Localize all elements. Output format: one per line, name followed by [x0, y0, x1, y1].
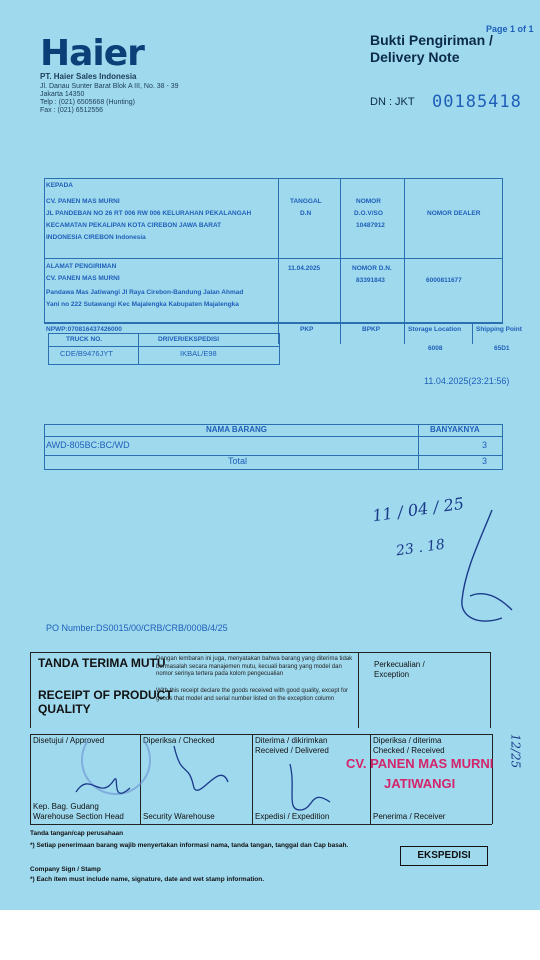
item-qty: 3 — [482, 440, 488, 450]
nomor-dn-label: NOMOR D.N. — [352, 265, 392, 272]
footer-line-3-text: Company Sign / Stamp — [30, 866, 101, 873]
page-indicator: Page 1 of 1 — [486, 24, 534, 34]
footer-line-1-text: Tanda tangan/cap perusahaan — [30, 830, 124, 837]
truck-value: CDE/B9476JYT — [60, 349, 113, 358]
received-delivered-2: Received / Delivered — [255, 746, 329, 755]
dealer-value: 6000811677 — [426, 277, 462, 284]
approved-role-2: Warehouse Section Head — [33, 812, 124, 821]
npwp: NPWP:070816437426000 — [46, 326, 122, 333]
shipping-value: 65D1 — [494, 345, 510, 352]
checked-label: Diperiksa / Checked — [143, 736, 215, 745]
ship-address-2: Yani no 222 Sutawangi Kec Majalengka Kabupaten Majalengka — [46, 301, 239, 308]
truck-label: TRUCK NO. — [66, 336, 103, 343]
document-title — [370, 32, 493, 66]
sig-rule — [370, 734, 371, 824]
receipt-rule — [30, 652, 31, 728]
recipient-address-1: JL PANDEBAN NO 26 RT 006 RW 006 KELURAHAN PEKALANGAH — [46, 210, 252, 217]
dn-number: 00185418 — [432, 92, 522, 112]
ekspedisi-box: EKSPEDISI — [400, 846, 488, 866]
dealer-label: NOMOR DEALER — [427, 210, 481, 217]
grid-divider — [138, 333, 139, 364]
sig-rule — [30, 824, 492, 825]
nomor-value-2: 10487912 — [356, 222, 385, 229]
items-divider — [418, 424, 419, 469]
checked-received-1: Diperiksa / diterima — [373, 736, 442, 745]
total-label: Total — [228, 456, 248, 466]
driver-label: DRIVER/EKSPEDISI — [158, 336, 220, 343]
shipping-label: Shipping Point — [476, 326, 522, 333]
expedition-role: Expedisi / Expedition — [255, 812, 330, 821]
address-line: Jl. Danau Sunter Barat Blok A III, No. 38 - 39 — [40, 83, 179, 90]
dn-label: DN : JKT — [370, 96, 415, 108]
bpkp-label: BPKP — [362, 326, 381, 333]
approved-label: Disetujui / Approved — [33, 736, 105, 745]
large-signature — [440, 500, 520, 640]
company-name: PT. Haier Sales Indonesia — [40, 72, 137, 81]
receipt-title-id: TANDA TERIMA MUTU — [38, 656, 166, 670]
receipt-rule — [490, 652, 491, 728]
receipt-text-id: Dengan lembaran ini juga, menyatakan bahwa barang yang diterima tidak bermasalah secara manajemen mutu, kecuali barang yang model dan nomor serinya tertera pada kolom pengecualian — [156, 656, 353, 677]
phone-line: Telp : (021) 6505668 (Hunting) — [40, 99, 135, 106]
grid-divider — [340, 178, 341, 344]
nomor-label: NOMOR — [356, 198, 381, 205]
footer-line-4-text: *) Each item must include name, signature, date and wet stamp information. — [30, 876, 265, 883]
item-name: AWD-805BC:BC/WD — [46, 440, 130, 450]
tanggal-value: D.N — [300, 210, 312, 217]
pkp-label: PKP — [300, 326, 314, 333]
receipt-title-en-1: RECEIPT OF PRODUCT — [38, 688, 173, 702]
ship-name: CV. PANEN MAS MURNI — [46, 275, 120, 282]
grid-divider — [278, 178, 279, 344]
driver-value: IKBAL/E98 — [180, 349, 217, 358]
handwritten-date: 11 / 04 / 25 — [371, 493, 466, 526]
nomor-value-1: D.O.V/SO — [354, 210, 383, 217]
sig-rule — [30, 734, 31, 824]
checked-role: Security Warehouse — [143, 812, 215, 821]
handwritten-time: 23 . 18 — [395, 536, 446, 560]
signatures-scribbles — [70, 740, 240, 820]
receiver-role: Penerima / Receiver — [373, 812, 446, 821]
header-banyaknya: BANYAKNYA — [430, 425, 480, 434]
grid-divider — [48, 346, 279, 347]
stamp-line-1: CV. PANEN MAS MURNI — [346, 756, 494, 771]
grid-divider — [404, 178, 405, 344]
sig-rule — [252, 734, 253, 824]
receipt-rule — [30, 652, 490, 653]
nomor-dn-value: 83391843 — [356, 277, 385, 284]
approved-role-1: Kep. Bag. Gudang — [33, 802, 99, 811]
title-line-1: Bukti Pengiriman / — [370, 32, 493, 48]
footer-line-1 — [30, 830, 123, 838]
recipient-name: CV. PANEN MAS MURNI — [46, 198, 120, 205]
side-handwritten-note: 12/25 — [508, 733, 523, 769]
fax-line: Fax : (021) 6512556 — [40, 107, 104, 114]
date-value: 11.04.2025 — [288, 265, 321, 272]
recipient-address-3: INDONESIA CIREBON Indonesia — [46, 234, 146, 241]
footer-line-2-text: *) Setiap penerimaan barang wajib menyertakan informasi nama, tanda tangan, tanggal dan Cap basah. — [30, 842, 349, 849]
footer-line-3 — [30, 866, 101, 874]
address-line: Jakarta 14350 — [40, 91, 85, 98]
print-timestamp: 11.04.2025(23:21:56) — [424, 376, 510, 386]
sig-rule — [30, 734, 492, 735]
items-divider — [44, 455, 502, 456]
title-line-2: Delivery Note — [370, 49, 460, 65]
exception-label: Perkecualian / Exception — [374, 660, 425, 679]
po-number: PO Number:DS0015/00/CRB/CRB/000B/4/25 — [46, 623, 228, 633]
storage-label: Storage Location — [408, 326, 462, 333]
receipt-title-en-2: QUALITY — [38, 702, 91, 716]
items-divider — [44, 436, 502, 437]
company-address — [40, 83, 179, 115]
haier-logo: Haier — [40, 33, 144, 74]
receipt-rule — [358, 652, 359, 728]
header-nama-barang: NAMA BARANG — [206, 425, 268, 434]
ship-address-1: Pandawa Mas Jatiwangi Jl Raya Cirebon-Bandung Jalan Ahmad — [46, 289, 244, 296]
tanggal-label: TANGGAL — [290, 198, 322, 205]
kepada-label: KEPADA — [46, 182, 73, 189]
grid-divider — [44, 258, 502, 259]
storage-value: 6008 — [428, 345, 443, 352]
alamat-label: ALAMAT PENGIRIMAN — [46, 263, 117, 270]
receipt-text-en: With this receipt declare the goods received with good quality, except for goods that model and serial number listed on the exception column — [156, 688, 348, 702]
expedition-signature — [270, 758, 350, 818]
grid-divider — [472, 322, 473, 344]
scan-margin — [0, 910, 540, 960]
total-value: 3 — [482, 456, 488, 466]
recipient-address-2: KECAMATAN PEKALIPAN KOTA CIREBON JAWA BARAT — [46, 222, 222, 229]
checked-received-2: Checked / Received — [373, 746, 445, 755]
footer-line-2 — [30, 842, 348, 850]
grid-divider — [44, 322, 502, 323]
footer-line-4 — [30, 876, 264, 884]
sig-rule — [492, 734, 493, 824]
received-delivered-1: Diterima / dikirimkan — [255, 736, 328, 745]
stamp-line-2: JATIWANGI — [384, 776, 456, 791]
